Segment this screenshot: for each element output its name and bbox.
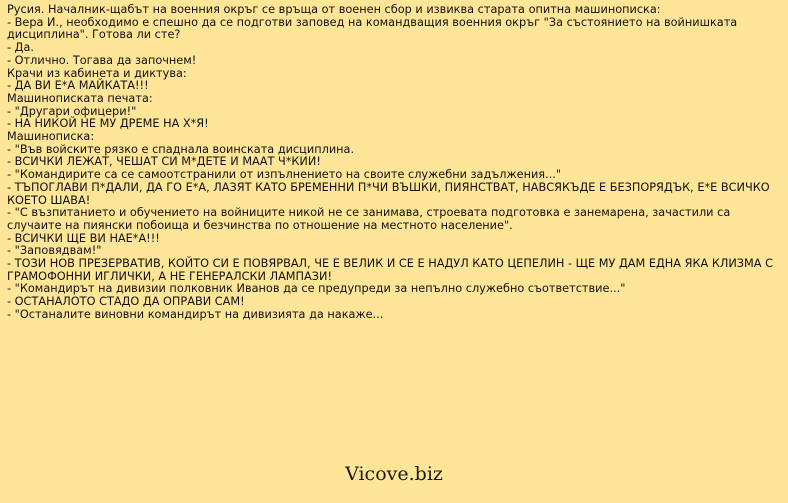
- joke-line: - "Другари офицери!": [7, 104, 137, 118]
- joke-line: - ОСТАНАЛОТО СТАДО ДА ОПРАВИ САМ!: [7, 295, 245, 309]
- joke-line: - НА НИКОЙ НЕ МУ ДРЕМЕ НА Х*Я!: [7, 117, 209, 131]
- joke-line: Русия. Началник-щабът на военния окръг се връща от военен сбор и извиква старата опитна машинописка:: [7, 3, 661, 16]
- joke-line: - "Заповядвам!": [7, 244, 102, 258]
- joke-line: - "Останалите виновни командирът на дивизията да накаже...: [7, 307, 384, 321]
- joke-line: Машинописката печата:: [7, 91, 153, 105]
- joke-line: - "С възпитанието и обучението на войниците никой не се занимава, строевата подготовка е занемарена, зачастили са случаите на пиянски побоища и безчинства по отношение на местното население".: [7, 206, 731, 232]
- site-footer: Vicove.biz: [345, 463, 443, 485]
- joke-line: - "Командирът на дивизии полковник Иванов да се предупреди за непълно служебно съответствие...": [7, 282, 626, 296]
- joke-line: - ВСИЧКИ ЛЕЖАТ, ЧЕШАТ СИ М*ДЕТЕ И МААТ Ч*КИИ!: [7, 155, 321, 169]
- joke-line: - ТОЗИ НОВ ПРЕЗЕРВАТИВ, КОЙТО СИ Е ПОВЯРВАЛ, ЧЕ Е ВЕЛИК И СЕ Е НАДУЛ КАТО ЦЕПЕЛИН - ЩЕ МУ ДАМ ЕДНА ЯКА КЛИЗМА С ГРАМОФОННИ ИГЛИЧКИ, А НЕ ГЕНЕРАЛСКИ ЛАМПАЗИ!: [7, 257, 773, 283]
- joke-line: - Вера И., необходимо е спешно да се подготви заповед на командващия военния окръг "За състоянието на войнишката дисциплина". Готова ли сте?: [7, 15, 738, 42]
- joke-line: - Отлично. Тогава да започнем!: [7, 53, 197, 67]
- joke-line: - Да.: [7, 41, 35, 55]
- joke-line: - ДА ВИ Е*А МАЙКАТА!!!: [7, 79, 149, 93]
- joke-line: Машинописка:: [7, 130, 95, 144]
- joke-line: - "Командирите са се самоотстранили от изпълнението на своите служебни задължения...": [7, 168, 562, 182]
- joke-line: Крачи из кабинета и диктува:: [7, 66, 187, 80]
- joke-line: - ТЪПОГЛАВИ П*ДАЛИ, ДА ГО Е*А, ЛАЗЯТ КАТО БРЕМЕННИ П*ЧИ ВЪШКИ, ПИЯНСТВАТ, НАВСЯКЪДЕ Е БЕЗПОРЯДЪК, Е*Е ВСИЧКО КОЕТО ШАВА!: [7, 180, 770, 207]
- joke-line: - "Във войските рязко е спаднала воинската дисциплина.: [7, 142, 355, 156]
- joke-line: - ВСИЧКИ ЩЕ ВИ НАЕ*А!!!: [7, 231, 160, 245]
- joke-text: [7, 4, 782, 322]
